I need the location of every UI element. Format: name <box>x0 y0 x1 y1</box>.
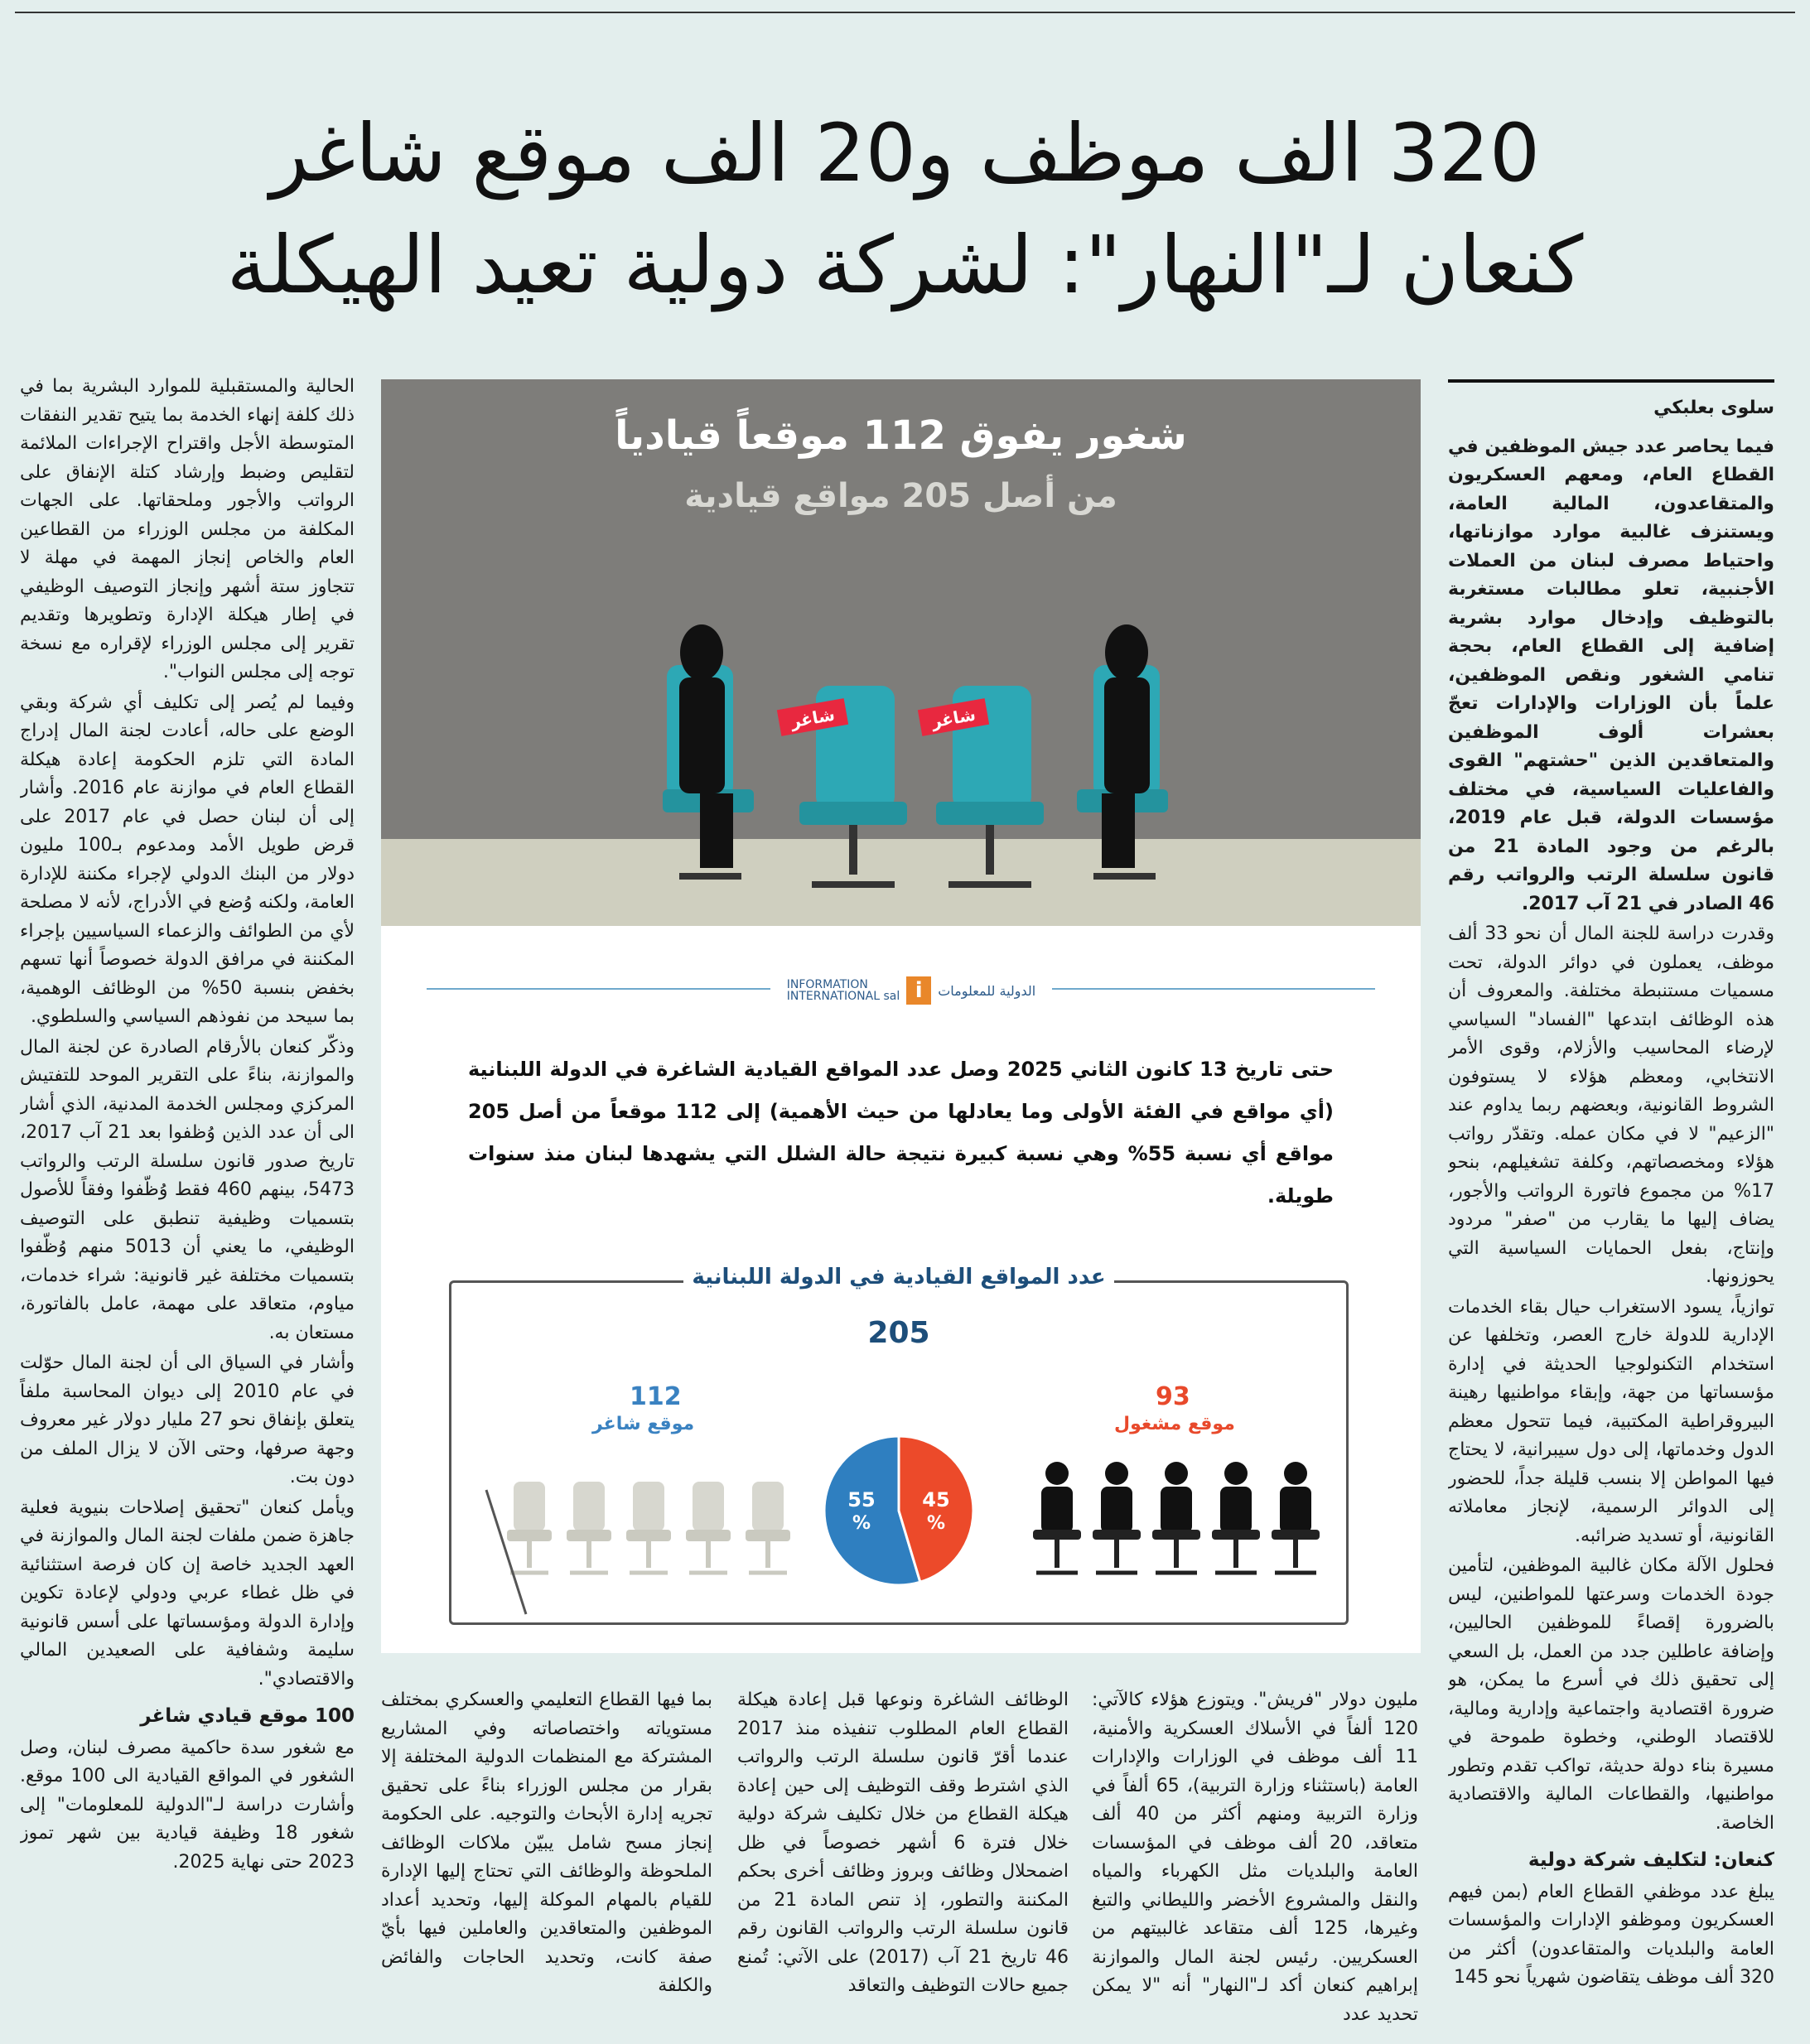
logo-i-icon: i <box>906 976 931 1005</box>
pie-label-vacant: 55 <box>847 1488 876 1511</box>
infographic-header <box>381 379 1421 926</box>
occupied-people-group <box>1033 1462 1320 1573</box>
chart-total: 205 <box>867 1316 930 1350</box>
vacant-chair-icon <box>567 1482 611 1573</box>
infographic-subtitle: من أصل 205 مواقع قيادية <box>684 477 1117 515</box>
chairs-illustration <box>381 379 1421 926</box>
occupied-person-icon <box>1033 1462 1081 1573</box>
headline-line-2: كنعان لـ"النهار": لشركة دولية تعيد الهيكلة <box>226 219 1584 311</box>
article-column-left <box>20 373 355 2036</box>
lead-rule <box>1448 379 1774 383</box>
infographic-body <box>381 926 1421 1653</box>
article-paragraph: الوظائف الشاغرة ونوعها قبل إعادة هيكلة القطاع العام المطلوب تنفيذه منذ 2017 عندما أقرّ قانون سلسلة الرتب والرواتب الذي اشترط وقف التوظيف إلى حين إعادة هيكلة القطاع من خلال تكليف شركة دولية خلال فترة 6 أشهر خصوصاً في ظل اضمحلال وظائف وبروز وظائف أخرى بحكم المكننة والتطور، إذ تنص المادة 21 من قانون سلسلة الرتب والرواتب القانون رقم 46 تاريخ 21 آب (2017) على الآتي: تُمنع جميع حالات التوظيف والتعاقد <box>737 1690 1069 1996</box>
occupied-chair-1 <box>663 624 754 876</box>
lead-paragraph: فيما يحاصر عدد جيش الموظفين في القطاع العام، ومعهم العسكريون والمتقاعدون، المالية العامة، ويستنزف غالبية موارد موازناتها، واحتياط مصرف لبنان من العملات الأجنبية، تعلو مطالبات مستغربة بالتوظيف وإدخال موارد بشرية إضافية إلى القطاع العام، بحجة تنامي الشغور ونقص الموظفين، علماً بأن الوزارات والإدارات تعجّ بعشرات ألوف الموظفين والمتعاقدين الذين "حشتهم" القوى والفاعليات السياسية، في مختلف مؤسسات الدولة، قبل عام 2019، بالرغم من وجود المادة 21 من قانون سلسلة الرتب والرواتب رقم 46 الصادر في 21 آب 2017. <box>1448 436 1774 914</box>
vacant-chair-icon <box>746 1482 790 1573</box>
vacant-chair-icon <box>626 1482 671 1573</box>
infographic-title: شغور يفوق 112 موقعاً قيادياً <box>615 412 1187 459</box>
article-column-right <box>1448 379 1774 2036</box>
article-paragraph: الحالية والمستقبلية للموارد البشرية بما في ذلك كلفة إنهاء الخدمة بما يتيح تقدير النفقات المتوسطة الأجل واقتراح الإجراءات الملائمة لتقليص وضبط وإرشاد كتلة الإنفاق على الرواتب والأجور وملحقاتها. على الجهات المكلفة من مجلس الوزراء من القطاعين العام والخاص إنجاز المهمة في مهلة لا تتجاوز ستة أشهر وإنجاز التوصيف الوظيفي في إطار هيكلة الإدارة وتطويرها وتقديم تقرير إلى مجلس الوزراء لإقراره مع نسخة توجه إلى مجلس النواب". <box>20 376 355 682</box>
logo-arabic: الدولية للمعلومات <box>938 982 1036 999</box>
occupied-chair-2 <box>1077 624 1168 876</box>
article-column-bottom-right <box>1092 1686 1418 2034</box>
article-paragraph: وأشار في السياق الى أن لجنة المال حوّلت في عام 2010 إلى ديوان المحاسبة ملفاً يتعلق بإنفاق نحو 27 مليار دولار غير معروف وجهة صرفها، وحتى الآن لا يزال الملف من دون بت. <box>20 1352 355 1487</box>
subheading-100-vacant: 100 موقع قيادي شاغر <box>140 1705 355 1727</box>
subheading-kanaan: كنعان: لتكليف شركة دولية <box>1528 1849 1774 1871</box>
article-paragraph: مليون دولار "فريش". ويتوزع هؤلاء كالآتي: 120 ألفاً في الأسلاك العسكرية والأمنية، 11 ألف موظف في الوزارات والإدارات العامة (باستثناء وزارة التربية)، 65 ألفاً في وزارة التربية ومنهم أكثر من 40 ألف متعاقد، 20 ألف موظف في المؤسسات العامة والبلديات مثل الكهرباء والمياه والنقل والمشروع الأخضر والليطاني والتبغ وغيرها، 125 ألف متقاعد غالبيتهم من العسكريين. رئيس لجنة المال والموازنة إبراهيم كنعان أكد لـ"النهار" أنه "لا يمكن تحديد عدد <box>1092 1690 1418 2025</box>
top-rule <box>15 12 1795 13</box>
vacant-label: موقع شاغر <box>592 1414 695 1434</box>
occupied-label: موقع مشغول <box>1114 1414 1235 1434</box>
occupied-count: 93 <box>1156 1382 1190 1411</box>
occupied-person-icon <box>1152 1462 1200 1573</box>
occupied-person-icon <box>1272 1462 1320 1573</box>
chart-title: عدد المواقع القيادية في الدولة اللبنانية <box>683 1265 1114 1290</box>
logo-english: INFORMATION INTERNATIONAL sal <box>786 978 900 1003</box>
article-paragraph: مع شغور سدة حاكمية مصرف لبنان، وصل الشغور في المواقع القيادية الى 100 موقع. وأشارت دراسة لـ"الدولية للمعلومات" إلى شغور 18 وظيفة قيادية بين شهر تموز 2023 حتى نهاية 2025. <box>20 1737 355 1873</box>
article-paragraph: ويأمل كنعان "تحقيق إصلاحات بنيوية فعلية جاهزة ضمن ملفات لجنة المال والموازنة في العهد الجديد خاصة إن كان فرصة استثنائية في ظل غطاء عربي ودولي لإعادة تكوين وإدارة الدولة ومؤسساتها على أسس قانونية سليمة وشفافية على الصعيدين المالي والاقتصادي". <box>20 1497 355 1690</box>
article-column-bottom-left <box>381 1686 712 2034</box>
byline: سلوى بعلبكي <box>1653 398 1774 418</box>
infographic <box>381 379 1421 1653</box>
occupied-person-icon <box>1212 1462 1260 1573</box>
vacant-chair-icon <box>686 1482 731 1573</box>
article-paragraph: وقدرت دراسة للجنة المال أن نحو 33 ألف موظف، يعملون في دوائر الدولة، تحت مسميات مستنبطة مختلفة. والمعروف أن هذه الوظائف ابتدعها "الفساد" السياسي لإرضاء المحاسيب والأزلام، وقوى الأمر الانتخابي، ومعظم هؤلاء لا يستوفون الشروط القانونية، وبعضهم ربما يداوم عند "الزعيم" لا في مكان عمله. وتقدّر رواتب هؤلاء ومخصصاتهم، وكلفة تشغيلهم، بنحو 17% من مجموع فاتورة الرواتب والأجور، يضاف إليها ما يقارب من "صفر" مردود وإنتاج، بفعل الحمايات السياسية التي يحوزونها. <box>1448 923 1774 1287</box>
article-column-bottom-middle <box>737 1686 1069 2034</box>
article-paragraph: بما فيها القطاع التعليمي والعسكري بمختلف مستوياته واختصاصاته وفي المشاريع المشتركة مع المنظمات الدولية المختلفة إلا بقرار من مجلس الوزراء بناءً على تحقيق تجريه إدارة الأبحاث والتوجيه. على الحكومة إنجاز مسح شامل يبيّن ملاكات الوظائف الملحوظة والوظائف التي تحتاج إليها الإدارة للقيام بالمهام الموكلة إليها، وتحديد أعداد الموظفين والمتعاقدين والعاملين فيها بأيّ صفة كانت، وتحديد الحاجات والفائض والكلفة <box>381 1690 712 1996</box>
chart-frame <box>449 1265 1349 1625</box>
vacant-tag-2-label: شاغر <box>929 704 977 732</box>
pie-percent-sign: % <box>926 1513 946 1534</box>
vacant-count: 112 <box>630 1382 682 1411</box>
information-international-logo <box>770 974 1052 1007</box>
pie-label-occupied: 45 <box>922 1488 950 1511</box>
headline-line-1: 320 الف موظف و20 الف موقع شاغر <box>269 107 1541 200</box>
pie-percent-sign: % <box>852 1513 871 1534</box>
article-paragraph: فحلول الآلة مكان غالبية الموظفين، لتأمين جودة الخدمات وسرعتها للمواطنين، ليس بالضرورة إقصاءً للموظفين الحاليين، وإضافة عاطلين جدد من العمل، بل السعي إلى تحقيق ذلك في أسرع ما يمكن، هو ضرورة اقتصادية واجتماعية وإدارية ومالية، للاقتصاد الوطني، وخطوة طموحة في مسيرة بناء دولة حديثة، تواكب تقدم وتطور مواطنيها، والقطاعات المالية والاقتصادية الخاصة. <box>1448 1555 1774 1834</box>
vacant-tag-1-label: شاغر <box>789 704 837 732</box>
infographic-paragraph: حتى تاريخ 13 كانون الثاني 2025 وصل عدد المواقع القيادية الشاغرة في الدولة اللبنانية (أي مواقع في الفئة الأولى وما يعادلها من حيث الأهمية) إلى 112 موقعاً من أصل 205 مواقع أي نسبة 55% وهي نسبة كبيرة نتيجة حالة الشلل التي يشهدها لبنان منذ سنوات طويلة. <box>468 1058 1334 1208</box>
vacant-chairs-group <box>507 1482 790 1573</box>
pie-chart <box>824 1436 973 1585</box>
article-paragraph: وفيما لم يُصر إلى تكليف أي شركة وبقي الوضع على حاله، أعادت لجنة المال إدراج المادة التي تلزم الحكومة إعادة هيكلة القطاع العام في موازنة عام 2016. وأشار إلى أن لبنان حصل في عام 2017 على قرض طويل الأمد ومدعوم بـ100 مليون دولار من البنك الدولي لإجراء مكننة للإدارة العامة، ولكنه وُضع في الأدراج، لأنه لا مصلحة لأي من الطوائف والزعماء السياسيين بإجراء المكننة في مرافق الدولة خصوصاً أنها تسهم بخفض بنسبة 50% من الوظائف الوهمية، بما سيحد من نفوذهم السياسي والسلطوي. <box>20 692 355 1027</box>
article-paragraph: وذكّر كنعان بالأرقام الصادرة عن لجنة المال والموازنة، بناءً على التقرير الموحد للتفتيش المركزي ومجلس الخدمة المدنية، الذي أشار الى أن عدد الذين وُظفوا بعد 21 آب 2017، تاريخ صدور قانون سلسلة الرتب والرواتب 5473، بينهم 460 فقط وُظّفوا وفقاً للأصول بتسميات وظيفية تنطبق على التوصيف الوظيفي، ما يعني أن 5013 منهم وُظّفوا بتسميات مختلفة غير قانونية: شراء خدمات، مياوم، متعاقد على مهمة، عامل بالفاتورة، مستعان به. <box>20 1036 355 1343</box>
vacant-chair-icon <box>507 1482 552 1573</box>
occupied-person-icon <box>1093 1462 1141 1573</box>
article-paragraph: يبلغ عدد موظفي القطاع العام (بمن فيهم العسكريون وموظفو الإدارات والمؤسسات العامة والبلديات والمتقاعدون) أكثر من 320 ألف موظف يتقاضون شهرياً نحو 145 <box>1448 1881 1774 1988</box>
article-paragraph: توازياً، يسود الاستغراب حيال بقاء الخدمات الإدارية للدولة خارج العصر، وتخلفها عن استخدام التكنولوجيا الحديثة في إدارة مؤسساتها من جهة، وإبقاء مواطنيها رهينة البيروقراطية المكتبية، فيما تتحول معظم الدول وخدماتها، إلى دول سيبرانية، لا يحتاج فيها المواطن إلا بنسب قليلة جداً، للحضور إلى الدوائر الرسمية، لإنجاز معاملاته القانونية، أو تسديد ضرائبه. <box>1448 1296 1774 1546</box>
